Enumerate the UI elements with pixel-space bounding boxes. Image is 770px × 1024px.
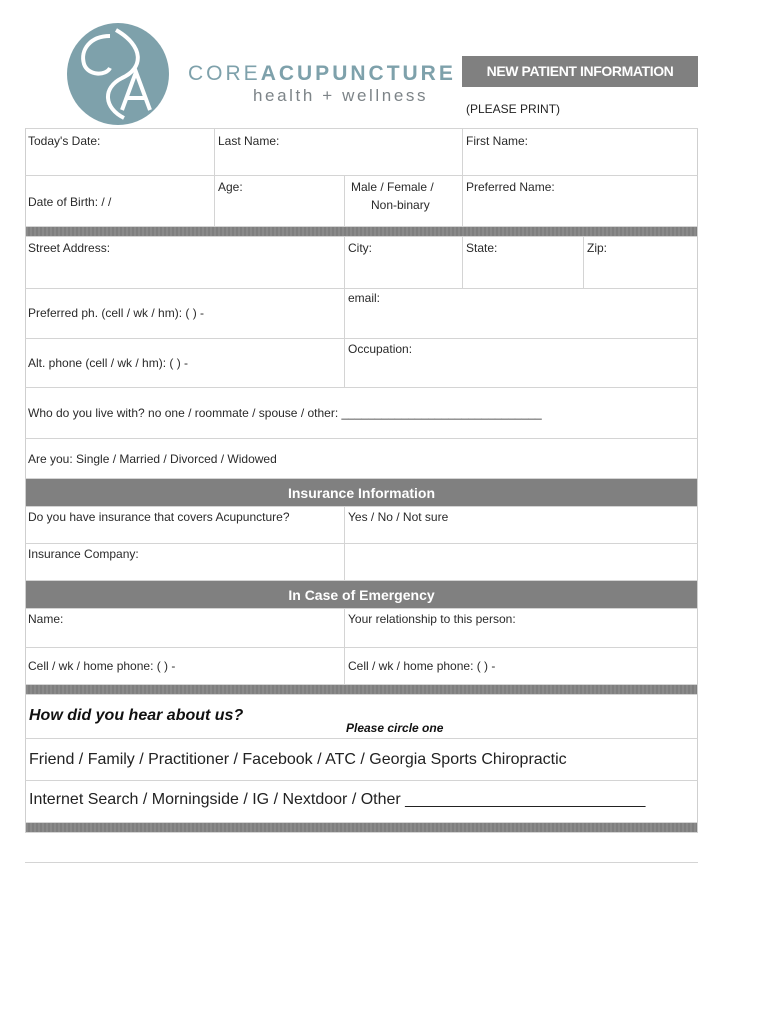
- form-title: NEW PATIENT INFORMATION: [462, 56, 698, 87]
- todays-date-field[interactable]: [26, 129, 214, 175]
- insurance-company-field[interactable]: [344, 544, 697, 580]
- gender-label-line1: Male / Female /: [351, 180, 434, 194]
- row-address: [25, 237, 698, 289]
- zip-label: Zip:: [587, 241, 608, 255]
- emergency-section-header: In Case of Emergency: [25, 581, 698, 609]
- preferred-name-label: Preferred Name:: [466, 180, 555, 194]
- email-label: email:: [348, 291, 381, 305]
- age-label: Age:: [218, 180, 243, 194]
- age-field[interactable]: [214, 176, 344, 226]
- referral-note: Please circle one: [346, 721, 444, 735]
- row-names: [25, 128, 698, 176]
- insurance-company-label: Insurance Company:: [28, 547, 139, 561]
- row-referral-question: [25, 695, 698, 739]
- state-label: State:: [466, 241, 498, 255]
- last-name-label: Last Name:: [218, 134, 280, 148]
- bottom-rule: [25, 862, 698, 863]
- row-emergency-phone: [25, 648, 698, 685]
- row-emergency-name: [25, 609, 698, 648]
- insurance-coverage-options-label: Yes / No / Not sure: [348, 510, 449, 524]
- email-field[interactable]: [344, 289, 697, 338]
- row-live-with[interactable]: [25, 388, 698, 439]
- dob-field[interactable]: [26, 176, 214, 226]
- emergency-name-label: Name:: [28, 612, 64, 626]
- referral-options-line1: Friend / Family / Practitioner / Facebook / ATC / Georgia Sports Chiropractic: [29, 751, 567, 768]
- divider-stripe: [25, 685, 698, 695]
- alt-phone-field[interactable]: [26, 339, 344, 387]
- occupation-field[interactable]: [344, 339, 697, 387]
- referral-question: How did you hear about us?: [29, 707, 244, 724]
- alt-phone-label: Alt. phone (cell / wk / hm): ( ) -: [28, 356, 189, 370]
- insurance-coverage-question: Do you have insurance that covers Acupuncture?: [28, 510, 290, 524]
- street-address-label: Street Address:: [28, 241, 111, 255]
- emergency-relationship-field[interactable]: [344, 609, 697, 647]
- divider-stripe: [25, 227, 698, 237]
- row-insurance-company: [25, 544, 698, 581]
- row-phone-email: [25, 289, 698, 339]
- emergency-relationship-label: Your relationship to this person:: [348, 612, 516, 626]
- insurance-coverage-options[interactable]: [344, 507, 697, 543]
- state-field[interactable]: [462, 237, 583, 288]
- please-print-note: (PLEASE PRINT): [466, 102, 561, 116]
- city-label: City:: [348, 241, 372, 255]
- emergency-name-field[interactable]: [26, 609, 344, 647]
- gender-label-line2: Non-binary: [371, 198, 430, 212]
- insurance-company-label-cell: [26, 544, 344, 580]
- zip-field[interactable]: [583, 237, 697, 288]
- insurance-question-cell: [26, 507, 344, 543]
- row-referral-options-1[interactable]: [25, 739, 698, 781]
- divider-stripe: [25, 823, 698, 833]
- brand-core: CORE: [188, 62, 261, 85]
- brand-tagline: health + wellness: [253, 86, 429, 105]
- todays-date-label: Today's Date:: [28, 134, 101, 148]
- row-referral-options-2[interactable]: [25, 781, 698, 823]
- gender-field[interactable]: [344, 176, 462, 226]
- city-field[interactable]: [344, 237, 462, 288]
- emergency-phone-left-label: Cell / wk / home phone: ( ) -: [28, 659, 176, 673]
- dob-label: Date of Birth: / /: [28, 195, 112, 209]
- last-name-field[interactable]: [214, 129, 462, 175]
- row-insurance-coverage: [25, 507, 698, 544]
- brand-name: [188, 62, 456, 106]
- marital-status-label: Are you: Single / Married / Divorced / Widowed: [28, 452, 277, 466]
- preferred-name-field[interactable]: [462, 176, 697, 226]
- preferred-phone-label: Preferred ph. (cell / wk / hm): ( ) -: [28, 306, 205, 320]
- preferred-phone-field[interactable]: [26, 289, 344, 338]
- emergency-phone-right-label: Cell / wk / home phone: ( ) -: [348, 659, 496, 673]
- live-with-label: Who do you live with? no one / roommate / spouse / other: ______________________________: [28, 406, 542, 420]
- first-name-label: First Name:: [466, 134, 529, 148]
- row-marital-status[interactable]: [25, 439, 698, 479]
- occupation-label: Occupation:: [348, 342, 413, 356]
- core-acupuncture-logo: [66, 22, 170, 126]
- row-alt-phone: [25, 339, 698, 388]
- referral-options-line2: Internet Search / Morningside / IG / Nextdoor / Other ___________________________: [29, 791, 646, 808]
- emergency-phone-left-field[interactable]: [26, 648, 344, 684]
- insurance-section-header: Insurance Information: [25, 479, 698, 507]
- row-dob: [25, 176, 698, 227]
- patient-form: [25, 128, 698, 833]
- first-name-field[interactable]: [462, 129, 697, 175]
- street-address-field[interactable]: [26, 237, 344, 288]
- emergency-phone-right-field[interactable]: [344, 648, 697, 684]
- brand-acupuncture: ACUPUNCTURE: [260, 62, 456, 85]
